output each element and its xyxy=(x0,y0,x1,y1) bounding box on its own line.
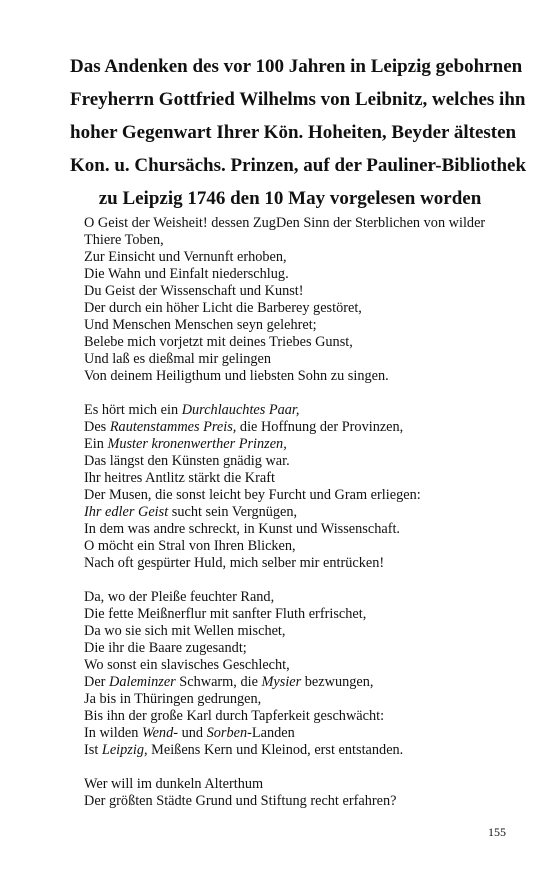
verse-line: Bis ihn der große Karl durch Tapferkeit geschwächt: xyxy=(84,708,385,724)
verse-line xyxy=(84,725,512,742)
verse-text: die Hoffnung der Provinzen, xyxy=(236,419,404,435)
verse-line xyxy=(84,402,512,419)
verse-italic: Muster kronenwerther Prinzen, xyxy=(107,436,287,452)
verse-line: Nach oft gespürter Huld, mich selber mir entrücken! xyxy=(84,555,385,571)
verse-text: sucht sein Vergnügen, xyxy=(168,504,298,520)
verse-line: Ihr heitres Antlitz stärkt die Kraft xyxy=(84,470,275,486)
verse-line xyxy=(84,419,512,436)
verse-line: In dem was andre schreckt, in Kunst und Wissenschaft. xyxy=(84,521,400,537)
verse-line: Da, wo der Pleiße feuchter Rand, xyxy=(84,589,275,605)
verse-line: Da wo sie sich mit Wellen mischet, xyxy=(84,623,286,639)
verse-line: Du Geist der Wissenschaft und Kunst! xyxy=(84,283,304,299)
verse-line: O möcht ein Stral von Ihren Blicken, xyxy=(84,538,296,554)
stanza-4 xyxy=(84,776,512,810)
verse-italic: Durchlauchtes Paar, xyxy=(181,402,300,418)
verse-line: Der größten Städte Grund und Stiftung recht erfahren? xyxy=(84,793,397,809)
verse-text: Der xyxy=(84,674,110,690)
verse-italic: Ihr edler Geist xyxy=(84,504,169,520)
poem-title xyxy=(70,50,527,215)
verse-text: In wilden xyxy=(84,725,142,741)
verse-text: Ist xyxy=(84,742,102,758)
verse-text: und xyxy=(178,725,207,741)
title-line-5: zu Leipzig 1746 den 10 May vorgelesen worden xyxy=(98,188,482,209)
stanza-2 xyxy=(84,402,512,572)
verse-text: Schwarm, die xyxy=(175,674,262,690)
verse-text: Es hört mich ein xyxy=(84,402,182,418)
verse-line: Die Wahn und Einfalt niederschlug. xyxy=(84,266,289,282)
verse-italic: Rautenstammes Preis, xyxy=(109,419,237,435)
verse-line: Der Musen, die sonst leicht bey Furcht und Gram erliegen: xyxy=(84,487,421,503)
verse-text: Ein xyxy=(84,436,108,452)
verse-line xyxy=(84,742,512,759)
verse-line: O Geist der Weisheit! dessen ZugDen Sinn der Sterblichen von wilder Thiere Toben, xyxy=(84,215,486,248)
verse-italic: Sorben- xyxy=(206,725,252,741)
verse-text: Landen xyxy=(251,725,295,741)
verse-line xyxy=(84,674,512,691)
verse-line: Ja bis in Thüringen gedrungen, xyxy=(84,691,262,707)
verse-line: Belebe mich vorjetzt mit deines Triebes Gunst, xyxy=(84,334,353,350)
verse-line xyxy=(84,504,512,521)
verse-italic: Wend- xyxy=(141,725,178,741)
verse-line: Zur Einsicht und Vernunft erhoben, xyxy=(84,249,287,265)
verse-italic: Leipzig, xyxy=(101,742,148,758)
page-number: 155 xyxy=(488,825,506,839)
verse-line: Das längst den Künsten gnädig war. xyxy=(84,453,290,469)
verse-line: Und Menschen Menschen seyn gelehret; xyxy=(84,317,317,333)
title-line-1: Das Andenken des vor 100 Jahren in Leipzig gebohrnen xyxy=(70,56,523,77)
title-line-4: Kon. u. Chursächs. Prinzen, auf der Pauliner-Bibliothek xyxy=(70,155,527,176)
stanza-1 xyxy=(84,215,512,385)
verse-italic: Daleminzer xyxy=(109,674,176,690)
verse-line: Die ihr die Baare zugesandt; xyxy=(84,640,247,656)
title-line-2: Freyherrn Gottfried Wilhelms von Leibnitz, welches ihn xyxy=(70,89,526,110)
verse-text: Meißens Kern und Kleinod, erst entstanden. xyxy=(147,742,404,758)
poem-body xyxy=(84,215,512,827)
verse-line: Der durch ein höher Licht die Barberey gestöret, xyxy=(84,300,362,316)
verse-line xyxy=(84,436,512,453)
verse-line: Und laß es dießmal mir gelingen xyxy=(84,351,272,367)
verse-text: bezwungen, xyxy=(301,674,374,690)
verse-text: Des xyxy=(84,419,110,435)
verse-line: Wer will im dunkeln Alterthum xyxy=(84,776,264,792)
stanza-3 xyxy=(84,589,512,759)
verse-line: Von deinem Heiligthum und liebsten Sohn zu singen. xyxy=(84,368,389,384)
verse-line: Die fette Meißnerflur mit sanfter Fluth erfrischet, xyxy=(84,606,367,622)
title-line-3: hoher Gegenwart Ihrer Kön. Hoheiten, Beyder ältesten xyxy=(70,122,517,143)
verse-line: Wo sonst ein slavisches Geschlecht, xyxy=(84,657,290,673)
verse-italic: Mysier xyxy=(261,674,302,690)
